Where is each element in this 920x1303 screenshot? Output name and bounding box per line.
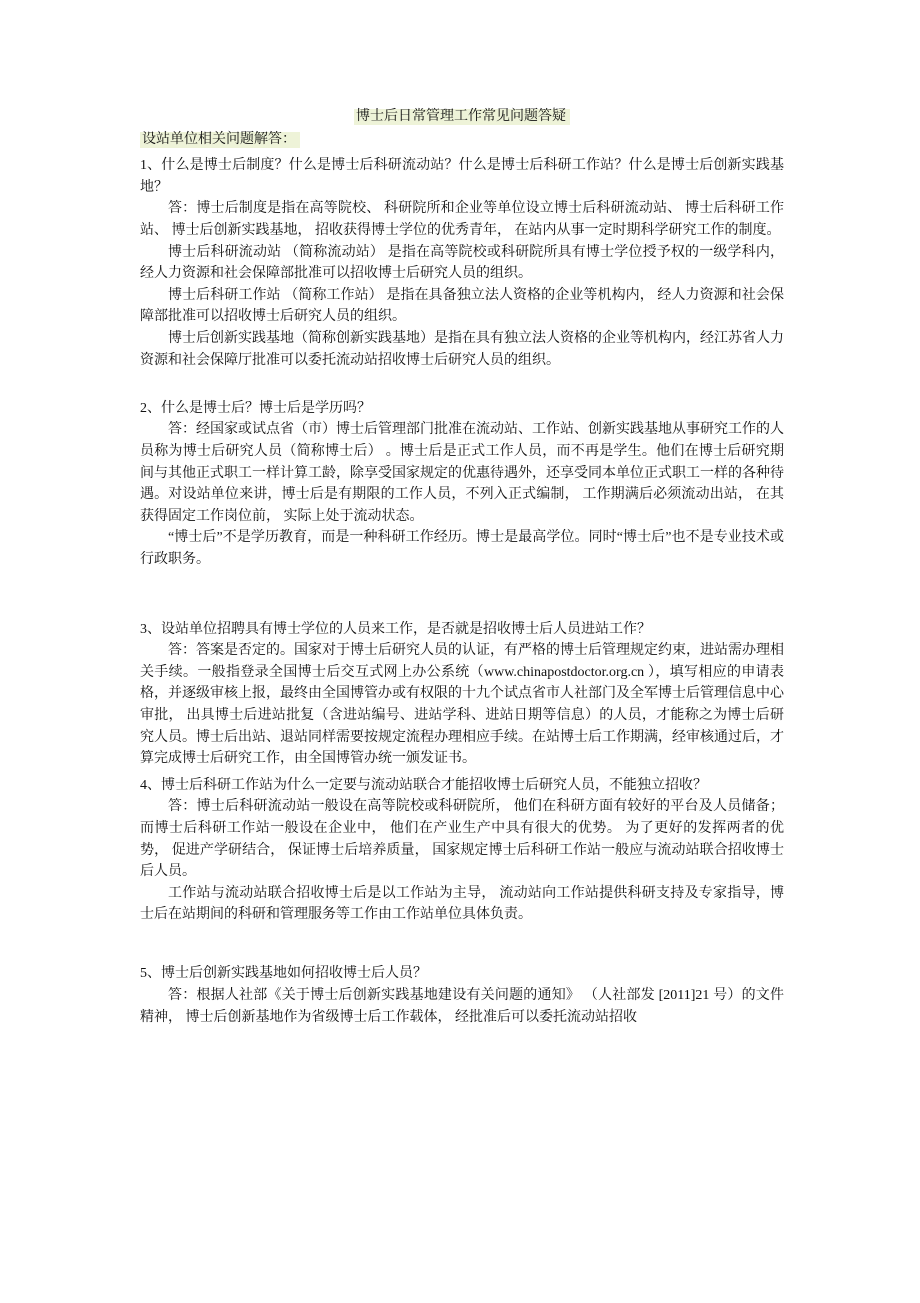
paragraph-spacer — [140, 570, 784, 613]
section-header — [140, 129, 784, 151]
question-paragraph: 2、什么是博士后？博士后是学历吗？ — [140, 400, 371, 416]
question-paragraph: 1、什么是博士后制度？什么是博士后科研流动站？什么是博士后科研工作站？什么是博士后创新实践基地？ — [140, 158, 784, 195]
paragraph-spacer — [140, 926, 784, 958]
answer-paragraph: 答：经国家或试点省（市）博士后管理部门批准在流动站、工作站、创新实践基地从事研究工作的人员称为博士后研究人员（简称博士后） 。博士后是正式工作人员，而不再是学生。他们在博士后研究期间与其他正式职工一样计算工龄，除享受国家规定的优惠待遇外，还享受同本单位正式职工一样的各种待遇。对设站单位来讲，博士后是有期限的工作人员，不列入正式编制， 工作期满后必须流动出站， 在其获得固定工作岗位前， 实际上处于流动状态。 — [140, 422, 784, 524]
document-body — [140, 155, 784, 1028]
answer-paragraph: 博士后科研工作站 （简称工作站） 是指在具备独立法人资格的企业等机构内， 经人力资源和社会保障部批准可以招收博士后研究人员的组织。 — [140, 287, 784, 325]
answer-paragraph: 工作站与流动站联合招收博士后是以工作站为主导， 流动站向工作站提供科研支持及专家指导，博士后在站期间的科研和管理服务等工作由工作站单位具体负责。 — [140, 885, 784, 923]
question-paragraph: 3、设站单位招聘具有博士学位的人员来工作，是否就是招收博士后人员进站工作？ — [140, 621, 651, 637]
document-title-text: 博士后日常管理工作常见问题答疑 — [354, 109, 570, 125]
answer-paragraph: 博士后科研流动站 （简称流动站） 是指在高等院校或科研院所具有博士学位授予权的一级学科内，经人力资源和社会保障部批准可以招收博士后研究人员的组织。 — [140, 244, 784, 282]
section-header-text: 设站单位相关问题解答： — [140, 132, 300, 148]
question-paragraph: 5、博士后创新实践基地如何招收博士后人员？ — [140, 966, 427, 982]
answer-paragraph: 答：答案是否定的。国家对于博士后研究人员的认证，有严格的博士后管理规定约束，进站需办理相关手续。一般指登录全国博士后交互式网上办公系统（www.chinapostdoctor.org.cn ），填写相应的申请表格，并逐级审核上报，最终由全国博管办或有权限的十九个试点省市人社部门及全军博士后管理信息中心审批， 出具博士后进站批复（含进站编号、进站学科、进站日期等信息）的人员，才能称之为博士后研究人员。博士后出站、退站同样需要按规定流程办理相应手续。在站博士后工作期满，经审核通过后，才算完成博士后研究工作，由全国博管办统一颁发证书。 — [140, 643, 784, 767]
paragraph-spacer — [140, 371, 784, 393]
question-paragraph: 4、博士后科研工作站为什么一定要与流动站联合才能招收博士后研究人员，不能独立招收？ — [140, 777, 707, 793]
answer-paragraph: 博士后创新实践基地（简称创新实践基地）是指在具有独立法人资格的企业等机构内，经江苏省人力资源和社会保障厅批准可以委托流动站招收博士后研究人员的组织。 — [140, 330, 784, 368]
answer-paragraph: 答：博士后制度是指在高等院校、 科研院所和企业等单位设立博士后科研流动站、 博士后科研工作站、 博士后创新实践基地， 招收获得博士学位的优秀青年， 在站内从事一定时期科学研究工作的制度。 — [140, 201, 784, 238]
document-title — [140, 106, 784, 128]
answer-paragraph: “博士后”不是学历教育，而是一种科研工作经历。博士是最高学位。同时“博士后”也不是专业技术或行政职务。 — [140, 530, 784, 567]
answer-paragraph: 答：根据人社部《关于博士后创新实践基地建设有关问题的通知》 （人社部发 [2011]21 号）的文件精神， 博士后创新基地作为省级博士后工作载体， 经批准后可以委托流动站招收 — [140, 987, 784, 1025]
answer-paragraph: 答：博士后科研流动站一般设在高等院校或科研院所， 他们在科研方面有较好的平台及人员储备； 而博士后科研工作站一般设在企业中， 他们在产业生产中具有很大的优势。 为了更好的发挥两者的优势， 促进产学研结合， 保证博士后培养质量， 国家规定博士后科研工作站一般应与流动站联合招收博士后人员。 — [140, 799, 784, 880]
